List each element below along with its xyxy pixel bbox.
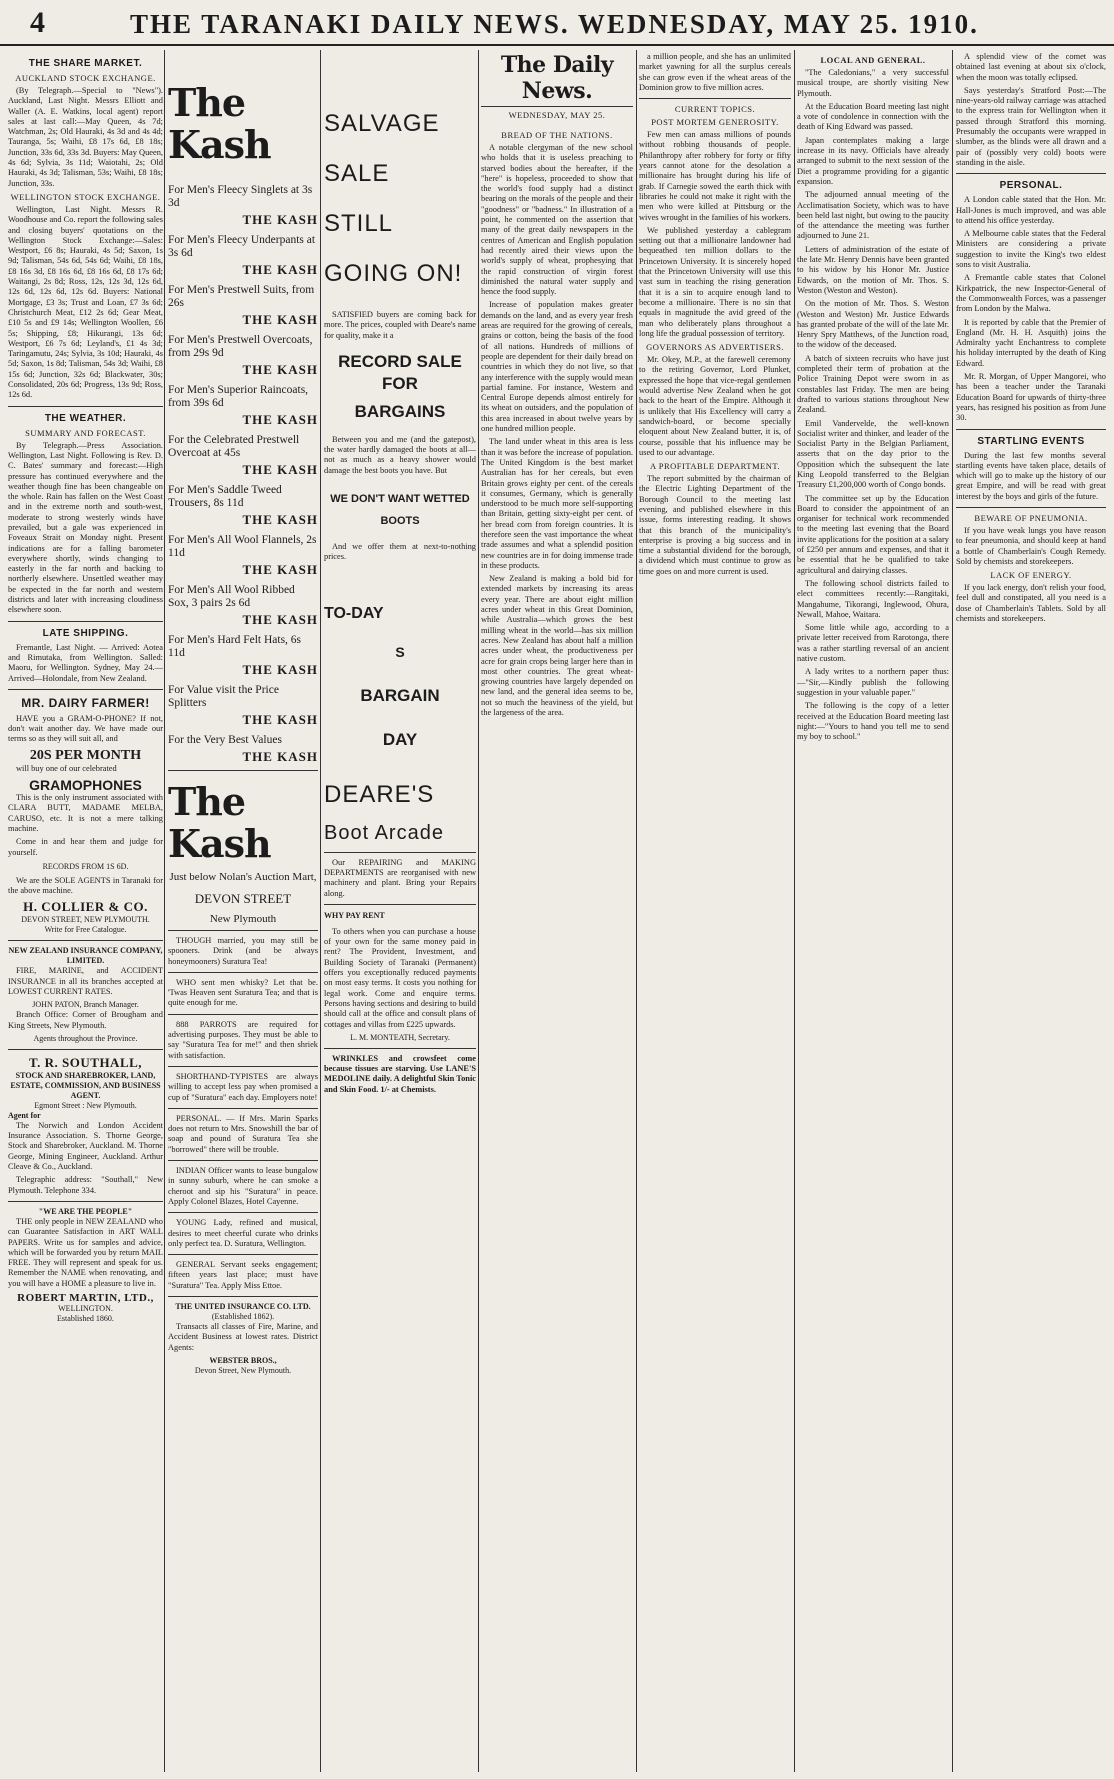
column-share-market [8, 52, 163, 1772]
bread-paragraph: New Zealand is making a bold bid for extended markets by increasing its areas every year. There are about eight million acres under wheat in this Great Dominion, while Australia—which grows the best milling wheat in the world—has six million acres. New Zealand has about half a million acres under wheat, the productiveness per acre for grain crops being larger here than in most other countries. The great wheat-growing countries have largely depended on new land, and the general idea seems to be, not so much the heaviness of the yield, but the largeness of the area. [481, 574, 633, 718]
column-local-general [797, 52, 949, 1772]
personal-item: Mr. R. Morgan, of Upper Mangorei, who has been a teacher under the Taranaki Education Board for upwards of thirty-three years, has resigned his position as from June 30. [956, 372, 1106, 423]
energy-text: If you lack energy, don't relish your food, feel dull and constipated, all you need is a dose of Chamberlain's Tablets. Sold by all chemists and storekeepers. [956, 583, 1106, 624]
kash-item: For the Celebrated Prestwell Overcoat at 45s [168, 434, 300, 459]
deares-name: DEARE'S [324, 780, 435, 808]
rent-text: To others when you can purchase a house of your own for the same money paid in rent? The Provident, Investment, and Building Society of Taranaki (Permanent) offers you exceptionally reduced payments on most easy terms. It costs you nothing for legal work. Come and enquire terms. Persons having sections and desiring to build should call at the office and consult plans of cottages and villas from £225 upwards. [324, 926, 476, 1029]
insurance-manager: JOHN PATON, Branch Manager. [32, 1000, 139, 1010]
kash-item: For Men's Prestwell Suits, from 26s [168, 284, 315, 309]
column-current-topics [639, 52, 791, 1772]
kash-items [168, 184, 318, 765]
salvage-line: SALE [324, 160, 390, 187]
personal-item: It is reported by cable that the Premier of England (Mr. H. H. Asquith) joins the Admiralty yacht Enchantress to complete his holiday interrupted by the death of King Edward. [956, 317, 1106, 368]
kash-location: Just below Nolan's Auction Mart, [169, 871, 317, 883]
boots-heading: BOOTS [380, 515, 420, 528]
shipping-report: Fremantle, Last Night. — Arrived: Aotea and Rimutaka, from Wellington. Salled: Maoru, for Wellington. Sydney, May 24.—Arrived—Holondale, from New Zealand. [8, 642, 163, 683]
bread-paragraph: Increase of population makes greater demands on the land, and as every year fresh areas are required for the growing of cereals, grains or cotton, being the basis of the food of all nations. Hundreds of millions of people are dependent for their daily bread on countries in which they do not live, so that any interference with the supply would mean partial famine. For instance, Western and Central Europe depends almost entirely for its wheat on outsiders, and the population of this area increased in about twelve years by one hundred million people. [481, 300, 633, 434]
column-rule [320, 50, 321, 1772]
local-item: Letters of administration of the estate of the late Mr. Henry Dennis have been granted to his widow by his Honor Mr. Justice Edwards, on the motion of Mr. Thos. S. Weston (Weston and Weston). [797, 244, 949, 295]
s-heading: S [395, 643, 405, 660]
wellington-report: Wellington, Last Night. Messrs R. Woodhouse and Co. report the following sales and closing buyers' quotations on the Wellington Stock Exchange:—Sales: Westport, £6 8s; Hauraki, 4s 5d; Saxon, 1s 9d; Talisman, 54s 6d, 54s 6d; Waihi, £8 18s, £8 16s 3d, £8 16s 6d, £8 16s 6d, £8 17s 6d; Waitangi, 2s 8d; Ross, 12s, 12s 3d, 12s 6d, 12s 6d, 12s 6d, 12s 6d. Buyers: National Mortgage, £3 3s; Trust and Loan, £7 3s 6d; Christchurch Meat, £12 2s 6d; Gear Meat, £10 5s and £9 14s; Wellington Woollen, £6 5s; Shipping, £8; Hikurangi, 13s 6d; Westport, £6 7s 6d; Leyland's, £1 4s 3d; Taringamutu, 24s; Sylvia, 3s 10d; Hauraki, 4s 5d; Saxon, 1s 8d; Talisman, 54s 3d; Waihi, £8 15s 6d; Junction, 32s 6d; Blackwater, 30s; Consolidated, 20s 6d; Progress, 13s 9d; Ross, 12s 6d. [8, 204, 163, 400]
local-item: The following is the copy of a letter received at the Education Board meeting last night:—"Yours to hand you tell me to send my boy to school." [797, 701, 949, 742]
pneumonia-text: If you have weak lungs you have reason to fear pneumonia, and should keep at hand a bottle of Chamberlain's Cough Remedy. Sold by chemists and storekeepers. [956, 525, 1106, 566]
weather-subheading: SUMMARY AND FORECAST. [25, 427, 146, 438]
kash-item: For Men's Fleecy Underpants at 3s 6d [168, 234, 316, 259]
local-item: The committee set up by the Education Board to consider the appointment of an organiser for technical work recommended to the meeting last evening that the Board invite applications for the position at a salary of £250 per annum and expenses, and that it be essential that he be qualified to take agricultural and dairying classes. [797, 493, 949, 575]
kash-item: For Men's Fleecy Singlets at 3s 3d [168, 184, 313, 209]
insurance-agents: Agents throughout the Province. [33, 1033, 138, 1043]
comet-note: A splendid view of the comet was obtained last evening at about six o'clock, when the moon was totally eclipsed. [956, 52, 1106, 82]
wellington-heading: WELLINGTON STOCK EXCHANGE. [10, 191, 161, 202]
topics-heading: CURRENT TOPICS. [674, 104, 756, 115]
southall-telegraphic: Telegraphic address: "Southall," New Plymouth. Telephone 334. [8, 1175, 163, 1195]
classified-ad: THOUGH married, you may still be spooners. Drink (and be always honeymooners) Suratura Tea! [168, 936, 318, 966]
column-salvage-sale [324, 52, 476, 1772]
kash-tag: THE KASH [242, 362, 318, 377]
uic-established: (Established 1862). [211, 1312, 275, 1322]
energy-heading: LACK OF ENERGY. [990, 570, 1072, 581]
masthead [0, 0, 1114, 46]
kash-tag: THE KASH [242, 749, 318, 764]
wallpaper-ad: THE only people in NEW ZEALAND who can Guarantee Satisfaction in ART WALL PAPERS. Write us for samples and advice, which will be forwarded you by return MAIL FREE. They will represent and speak for us. Remember the NAME when renovating, and you will have a HOME a pleasure to live in. [8, 1216, 163, 1288]
martin-city: WELLINGTON. [58, 1304, 113, 1314]
local-item: The following school districts failed to elect committees recently:—Rangitaki, Mangahume, Tikorangi, Inglewood, Ohura, Newall, Mahoe, Waitara. [797, 578, 949, 619]
kash-tag: THE KASH [242, 212, 318, 227]
uic-address: Devon Street, New Plymouth. [194, 1365, 292, 1375]
kash-item: For Men's Prestwell Overcoats, from 29s 9d [168, 334, 313, 359]
bread-paragraph: The land under wheat in this area is less than it was before the increase of population. The United Kingdom is the best market Australian has for her cereals, but even Britain grows eighty per cent. of the cereals it consumes, Germany, which is generally understood to be much more self-supporting than Britain, getting sixty-eight per cent. of her bread corn from foreign countries. It is therefore seen the vast importance the wheat trade assumes and what a splendid position new countries are in for doing immense trade in these products. [481, 437, 633, 570]
local-item: Some little while ago, according to a private letter received from Rarotonga, there was a rather startling reversal of an ancient native custom. [797, 623, 949, 664]
column-rule [164, 50, 165, 1772]
dairy-price: 20S PER MONTH [29, 747, 142, 763]
boot-arcade-name: Boot Arcade [324, 821, 444, 844]
weather-report: By Telegraph.—Press Association. Wellington, Last Night. Following is Rev. D. C. Bates' summary and forecast:—High pressure has continued everywhere and the weather though fine has been changeable on the whole. Rain has fallen on the West Coast and in the extreme north and south-west, moderate to strong westerly winds have prevailed, but a gale was experienced in Foveaux Strait on Monday night. Present indications are for a falling barometer everywhere shortly, winds changing to easterly in the far north and backing to northerly elsewhere. Unsettled weather may be expected in the far north and western districts and later with increasing cloudiness elsewhere soon. [8, 440, 163, 615]
local-item: Emil Vandervelde, the well-known Socialist writer and thinker, and leader of the Socialist Party in the Belgian Parliament, asserts that on the day prior to the Opposition which the subsequent the late King Leopold transferred to the Belgian Treasury £1,200,000 worth of Congo bonds. [797, 418, 949, 490]
people-heading: "WE ARE THE PEOPLE" [38, 1206, 133, 1216]
profit-heading: A PROFITABLE DEPARTMENT. [649, 461, 781, 472]
rent-heading: WHY PAY RENT [324, 910, 385, 920]
sole-agents: We are the SOLE AGENTS in Taranaki for the above machine. [8, 875, 163, 896]
column-kash-ad [168, 52, 318, 1772]
personal-heading: PERSONAL. [999, 180, 1063, 192]
classified-ad: SHORTHAND-TYPISTES are always willing to accept less pay when promised a cup of "Suratura" each day. Employers note! [168, 1071, 318, 1102]
local-item: Japan contemplates making a large increase in its navy. Officials have already arranged to submit to the next session of the Diet a programme providing for a gigantic expansion. [797, 135, 949, 186]
collier-catalogue: Write for Free Catalogue. [44, 925, 127, 935]
local-item: "The Caledonians," a very successful musical troupe, are shortly visiting New Plymouth. [797, 68, 949, 98]
kash-tag: THE KASH [242, 712, 318, 727]
wrinkles-ad: WRINKLES and crowsfeet come because tissues are starving. Use LANE'S MEDOLINE daily. A delightful Skin Tonic and Skin Food. 1/- at Chemists. [324, 1053, 476, 1094]
southall-name: T. R. SOUTHALL, [28, 1054, 143, 1070]
local-items [797, 68, 949, 742]
kash-tag: THE KASH [242, 462, 318, 477]
kash-tag: THE KASH [242, 562, 318, 577]
classified-ad: 888 PARROTS are required for advertising purposes. They must be able to say "Suratura Tea for me!" and then shriek with satisfaction. [168, 1019, 318, 1060]
personal-item: A Fremantle cable states that Colonel Kirkpatrick, the new Inspector-General of the Commonwealth Forces, was a passenger from London by the Malwa. [956, 273, 1106, 314]
dairy-farmer-ad-2: will buy one of our celebrated [16, 763, 117, 773]
kash-tag: THE KASH [242, 412, 318, 427]
classified-ad: WHO sent men whisky? Let that be. 'Twas Heaven sent Suratura Tea; and that is quite enough for me. [168, 977, 318, 1008]
collier-address: DEVON STREET, NEW PLYMOUTH. [21, 915, 150, 925]
insurance-heading: NEW ZEALAND INSURANCE COMPANY, LIMITED. [8, 946, 163, 966]
editorial-title: The Daily News. [500, 52, 614, 104]
bread-article [481, 143, 633, 718]
pneumonia-heading: BEWARE OF PNEUMONIA. [974, 512, 1088, 523]
southall-agencies: The Norwich and London Accident Insurance Association. S. Thorne George, Stock and Sharebroker, Auckland. M. Thorne George, Mining Engineer, Auckland. Arthur Cleave & Co., Auckland. [8, 1120, 163, 1172]
post-mortem-paragraph: Few men can amass millions of pounds without robbing thousands of people. Philanthropy after robbery for forty or fifty years cannot atone for the desolation a millionaire has brought during his life of grab. If Carnegie sowed the earth thick with libraries he could not make it right with the men who were killed at Pittsburg or the wives wrought in the families of his workers. [639, 130, 791, 222]
kash-item: For Men's All Wool Flannels, 2s 11d [168, 534, 317, 559]
personal-item: A London cable stated that the Hon. Mr. Hall-Jones is much improved, and was able to attend his office yesterday. [956, 195, 1106, 225]
bargain-day-line: DAY [382, 729, 418, 749]
stratford-note: Says yesterday's Stratford Post:—The nine-years-old railway carriage was attached to the express train for Wellington when it passed through Stratford this morning. Presumably the occupants were wrapped in slumber, as the blinds were all drawn and a pair of (possibly very cold) boots were standing in the aisle. [956, 85, 1106, 167]
southall-business: STOCK AND SHAREBROKER, LAND, ESTATE, COMMISSION, AND BUSINESS AGENT. [10, 1070, 161, 1100]
startling-heading: STARTLING EVENTS [977, 435, 1085, 447]
bargain-day [324, 685, 476, 751]
kash-tag: THE KASH [242, 512, 318, 527]
governors-article: Mr. Okey, M.P., at the farewell ceremony to the retiring Governor, Lord Plunket, expressed the hope that vice-regal gentlemen would advertise New Zealand when he got back to the heart of the Empire. Although it is unlikely that His Excellency will carry a sandwich-board, or become specially eloquent about New Zealand butter, it is, of course, possible that his influence may be used to our advantage. [639, 355, 791, 457]
classified-ad: YOUNG Lady, refined and musical, desires to meet cheerful curate who drinks only perfect tea. D. Suratura, Wellington. [168, 1218, 318, 1248]
records-price: RECORDS FROM 1S 6D. [42, 861, 129, 871]
share-market-heading: THE SHARE MARKET. [28, 58, 143, 69]
post-mortem-article [639, 130, 791, 339]
post-mortem-heading: POST MORTEM GENEROSITY. [651, 117, 779, 128]
offer-text: And we offer them at next-to-nothing prices. [324, 542, 476, 562]
local-item: On the motion of Mr. Thos. S. Weston (Weston and Weston) Mr. Justice Edwards has granted probate of the will of the late Mr. Henry Spry Matthews, of the Junction road, to the widow of the deceased. [797, 299, 949, 350]
collier-firm: H. COLLIER & CO. [23, 899, 148, 915]
uic-agents: WEBSTER BROS., [209, 1355, 277, 1365]
insurance-ad: FIRE, MARINE, and ACCIDENT INSURANCE in all its branches accepted at LOWEST CURRENT RATES. [8, 966, 163, 996]
dairy-farmer-heading: MR. DAIRY FARMER! [21, 695, 150, 710]
editorial-date: WEDNESDAY, MAY 25. [508, 110, 606, 120]
uic-text: Transacts all classes of Fire, Marine, and Accident Business at lowest rates. District Agents: [168, 1322, 318, 1352]
column-rule [478, 50, 479, 1772]
kash-tag: THE KASH [242, 612, 318, 627]
southall-address: Egmont Street : New Plymouth. [34, 1100, 137, 1110]
bargain-day-line: BARGAIN [360, 685, 440, 705]
martin-established: Established 1860. [57, 1314, 114, 1324]
local-item: At the Education Board meeting last night a vote of condolence in connection with the death of King Edward was passed. [797, 101, 949, 132]
column-editorial [481, 52, 633, 1772]
classified-ad: GENERAL Servant seeks engagement; fifteen years last place; must have "Suratura" Tea. Apply Miss Ettoe. [168, 1260, 318, 1290]
dairy-farmer-ad: HAVE you a GRAM-O-PHONE? If not, don't wait another day. We have made our terms so as they will suit all, and [8, 713, 163, 744]
kash-item: For Value visit the Price Splitters [168, 684, 279, 709]
today-heading: TO-DAY [324, 604, 384, 622]
governors-heading: GOVERNORS AS ADVERTISERS. [646, 342, 784, 353]
southall-agent-for: Agent for [8, 1110, 41, 1120]
bargains-heading: BARGAINS [354, 401, 446, 421]
water-damage-text: Between you and me (and the gatepost), the water hardly damaged the boots at all—not as much as a heavy shower would damage the best boots you have. But [324, 434, 476, 475]
local-item: A batch of sixteen recruits who have just completed their term of probation at the Police Training Depot were sworn in as constables last Friday. The men are being drafted to various stations throughout New Zealand. [797, 353, 949, 415]
kash-item: For the Very Best Values [168, 734, 282, 746]
kash-tag: THE KASH [242, 312, 318, 327]
kash-town: New Plymouth [209, 913, 277, 925]
kash-street: DEVON STREET [194, 891, 292, 906]
column-rule [636, 50, 637, 1772]
salvage-line: SALVAGE [324, 110, 440, 137]
satisfied-buyers: SATISFIED buyers are coming back for more. The prices, coupled with Deare's name for quality, make it a [324, 310, 476, 340]
weather-heading: THE WEATHER. [44, 412, 127, 424]
gramophone-ad: This is the only instrument associated with CLARA BUTT, MADAME MELBA, CARUSO, etc. It is not a mere talking machine. [8, 793, 163, 833]
classified-ad: INDIAN Officer wants to lease bungalow in sunny suburb, where he can smoke a cheroot and sip his "Suratura" in peace. Apply Colonel Blazes, Hotel Cayenne. [168, 1166, 318, 1206]
uic-heading: THE UNITED INSURANCE CO. LTD. [175, 1302, 311, 1312]
local-item: A lady writes to a northern paper thus:—"Sir,—Kindly publish the following suggestion in your valuable paper." [797, 667, 949, 697]
wetted-boots-heading: WE DON'T WANT WETTED [330, 493, 470, 506]
kash-tag: THE KASH [242, 262, 318, 277]
startling-text: During the last few months several startling events have taken place, details of which will go to make up the history of our great Empire, and will be read with great interest by the boys and girls of the future. [956, 450, 1106, 501]
local-general-heading: LOCAL AND GENERAL. [820, 55, 926, 65]
profit-article: The report submitted by the chairman of the Electric Lighting Department of the Borough Council to the meeting last evening, and published elsewhere in this issue, forms interesting reading. It shows that this branch of the municipality's enterprise is proving a big success and in time a substantial dividend for the borough, a dividend which must continue to grow as time goes on and more current is used. [639, 474, 791, 576]
salvage-line: STILL [324, 210, 394, 237]
kash-item: For Men's Superior Raincoats, from 39s 6d [168, 384, 309, 409]
gramophones-title: GRAMOPHONES [29, 777, 142, 794]
kash-item: For Men's All Wool Ribbed Sox, 3 pairs 2s 6d [168, 584, 295, 609]
kash-logo-2: The Kash [168, 779, 271, 866]
bread-heading: BREAD OF THE NATIONS. [501, 130, 613, 140]
martin-firm: ROBERT MARTIN, LTD., [17, 1292, 154, 1305]
kash-logo: The Kash [168, 80, 271, 167]
personal-items [956, 195, 1106, 423]
auckland-heading: AUCKLAND STOCK EXCHANGE. [15, 73, 156, 83]
classified-ad: PERSONAL. — If Mrs. Marin Sparks does not return to Mrs. Snowshill the bar of soap and pound of Suratura Tea she "borrowed" there will be trouble. [168, 1113, 318, 1154]
insurance-office: Branch Office: Corner of Brougham and King Streets, New Plymouth. [8, 1010, 163, 1030]
repairing-text: Our REPAIRING and MAKING DEPARTMENTS are reorganised with new machinery and plant. Bring your Repairs along. [324, 857, 476, 898]
post-mortem-paragraph: We published yesterday a cablegram setting out that a millionaire landowner had bequeathed ten million dollars to the Princetown University. It is sincerely hoped that the Princetown University will use this vast sum in teaching the rising generation that it is a sin to acquire enough land to become a millionaire. There is no sin that equals in magnitude the avid greed of the man who deliberately plans throughout a long life the gradual possession of territory. [639, 225, 791, 338]
page-number: 4 [30, 6, 45, 39]
newspaper-title: THE TARANAKI DAILY NEWS. WEDNESDAY, MAY 25. 1910. [130, 9, 979, 39]
rent-signature: L. M. MONTEATH, Secretary. [350, 1032, 450, 1042]
column-rule [794, 50, 795, 1772]
bread-continued: a million people, and she has an unlimited market yawning for all the surplus cereals she can grow even if the wheat areas of the Dominion grow to five million acres. [639, 52, 791, 92]
gramophone-ad-2: Come in and hear them and judge for yourself. [8, 837, 163, 857]
local-item: The adjourned annual meeting of the Acclimatisation Society, which was to have been held last night, but owing to the paucity of the attendance the meeting was further adjourned to June 21. [797, 190, 949, 241]
bread-paragraph: A notable clergyman of the new school who holds that it is useless preaching to starved bodies about the hereafter, if the "here" is hopeless, proceeded to show that the world's food supply had a distinct bearing on the morals of the people and their "goodness" or "badness." In illustration of a point, he commented on the assertion that many of the great daily newspapers in the centres of American and English population had recently aired their views upon the world's supply of wheat, prophesying that the rapid construction of virgin forest diminished the natural water supply and hence the food supply. [481, 143, 633, 297]
column-rule [952, 50, 953, 1772]
column-personal [956, 52, 1106, 1772]
auckland-report: (By Telegraph.—Special to "News"). Auckland, Last Night. Messrs Elliott and Waller (A. E. Watkins, local agent) report sales at last call:—May Queen, 4s 7d; Watchman, 2s; Old Hauraki, 4s 3d and 4s 4d; Tauranga, 5s; Waihi, £8 17s 6d, £8 18s; Junction, 33s 6d, 33s 3d. Buyers: May Queen, 4s 6d; Sylvia, 3s 11d; Waiotahi, 2s; Old Hauraki, 4s 3d; Talisman, 53s; Waihi, £8 18s; Junction, 33s. [8, 86, 163, 188]
personal-item: A Melbourne cable states that the Federal Ministers are considering a private suggestion to invite the King's two eldest sons to visit Australia. [956, 229, 1106, 270]
salvage-headline [324, 110, 476, 288]
suratura-ads [168, 936, 318, 1291]
kash-item: For Men's Hard Felt Hats, 6s 11d [168, 634, 302, 659]
kash-item: For Men's Saddle Tweed Trousers, 8s 11d [168, 484, 282, 509]
salvage-line: GOING ON! [324, 260, 463, 287]
record-sale-heading: RECORD SALE FOR [338, 351, 462, 393]
kash-tag: THE KASH [242, 662, 318, 677]
shipping-heading: LATE SHIPPING. [42, 627, 129, 639]
